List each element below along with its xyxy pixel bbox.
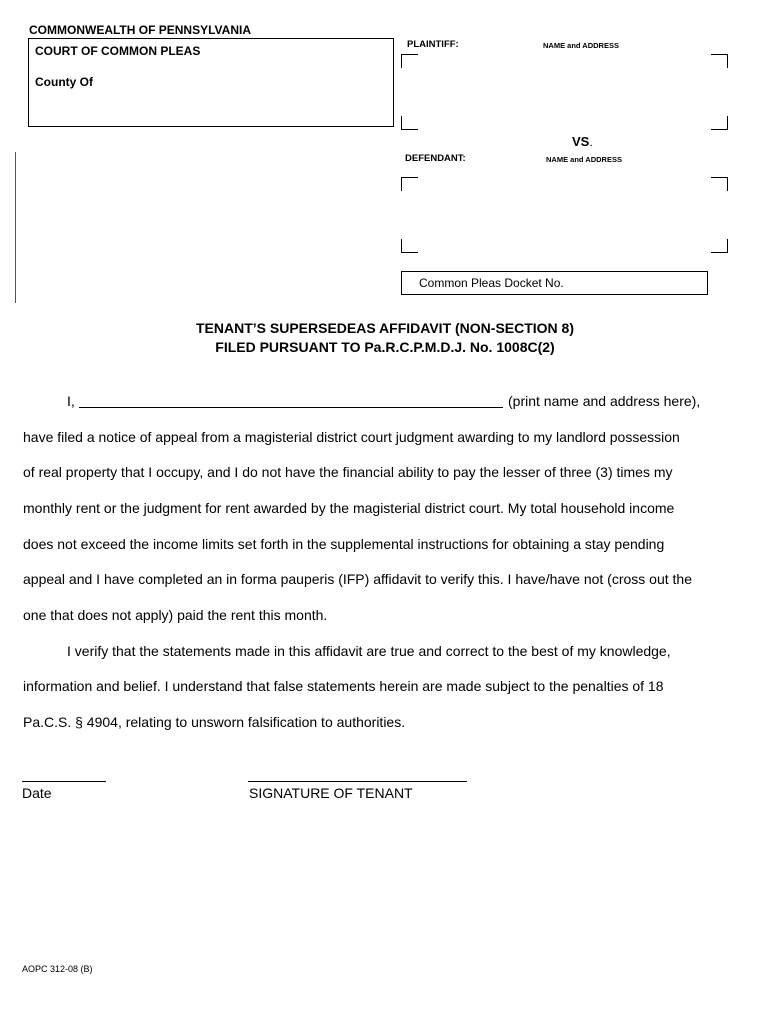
commonwealth-heading: COMMONWEALTH OF PENNSYLVANIA <box>29 23 251 37</box>
court-name: COURT OF COMMON PLEAS <box>35 44 201 58</box>
tenant-name-address-field[interactable] <box>79 407 503 408</box>
plaintiff-label: PLAINTIFF: <box>407 39 459 50</box>
verification-line-1: I verify that the statements made in this affidavit are true and correct to the best of my knowledge, <box>67 643 671 659</box>
plaintiff-name-address-label: NAME and ADDRESS <box>543 41 619 50</box>
body-line-4: does not exceed the income limits set forth in the supplemental instructions for obtaining a stay pending <box>23 536 665 552</box>
body-line-2: of real property that I occupy, and I do not have the financial ability to pay the lesser of three (3) times my <box>23 464 673 480</box>
form-code: AOPC 312-08 (B) <box>22 964 93 974</box>
plaintiff-bracket-top-right <box>711 54 728 68</box>
document-title: TENANT’S SUPERSEDEAS AFFIDAVIT (NON-SECTION 8) <box>195 320 575 336</box>
defendant-bracket-bottom-right <box>711 239 728 253</box>
defendant-bracket-top-right <box>711 177 728 191</box>
defendant-bracket-bottom-left <box>401 239 418 253</box>
intro-prefix: I, <box>67 393 75 409</box>
plaintiff-bracket-bottom-left <box>401 116 418 130</box>
signature-field[interactable] <box>248 781 467 782</box>
defendant-label: DEFENDANT: <box>405 153 466 164</box>
document-subtitle: FILED PURSUANT TO Pa.R.C.P.M.D.J. No. 1008C(2) <box>215 339 555 355</box>
signature-label: SIGNATURE OF TENANT <box>249 785 413 801</box>
body-line-5: appeal and I have completed an in forma pauperis (IFP) affidavit to verify this. I have/have not (cross out the <box>23 571 692 587</box>
docket-number-label: Common Pleas Docket No. <box>419 276 564 290</box>
body-line-3: monthly rent or the judgment for rent awarded by the magisterial district court. My total household income <box>23 500 675 516</box>
defendant-bracket-top-left <box>401 177 418 191</box>
verification-line-2: information and belief. I understand that false statements herein are made subject to the penalties of 18 <box>23 678 664 694</box>
intro-suffix: (print name and address here), <box>508 393 701 409</box>
date-label: Date <box>22 785 52 801</box>
body-line-6: one that does not apply) paid the rent this month. <box>23 607 328 623</box>
county-label: County Of <box>35 75 93 89</box>
margin-rule <box>15 152 16 303</box>
plaintiff-bracket-bottom-right <box>711 116 728 130</box>
date-field[interactable] <box>22 781 106 782</box>
verification-line-3: Pa.C.S. § 4904, relating to unsworn falsification to authorities. <box>23 714 406 730</box>
defendant-name-address-label: NAME and ADDRESS <box>546 155 622 164</box>
plaintiff-bracket-top-left <box>401 54 418 68</box>
body-line-1: have filed a notice of appeal from a magisterial district court judgment awarding to my landlord possession <box>23 429 680 445</box>
versus-label: VS. <box>572 134 593 149</box>
